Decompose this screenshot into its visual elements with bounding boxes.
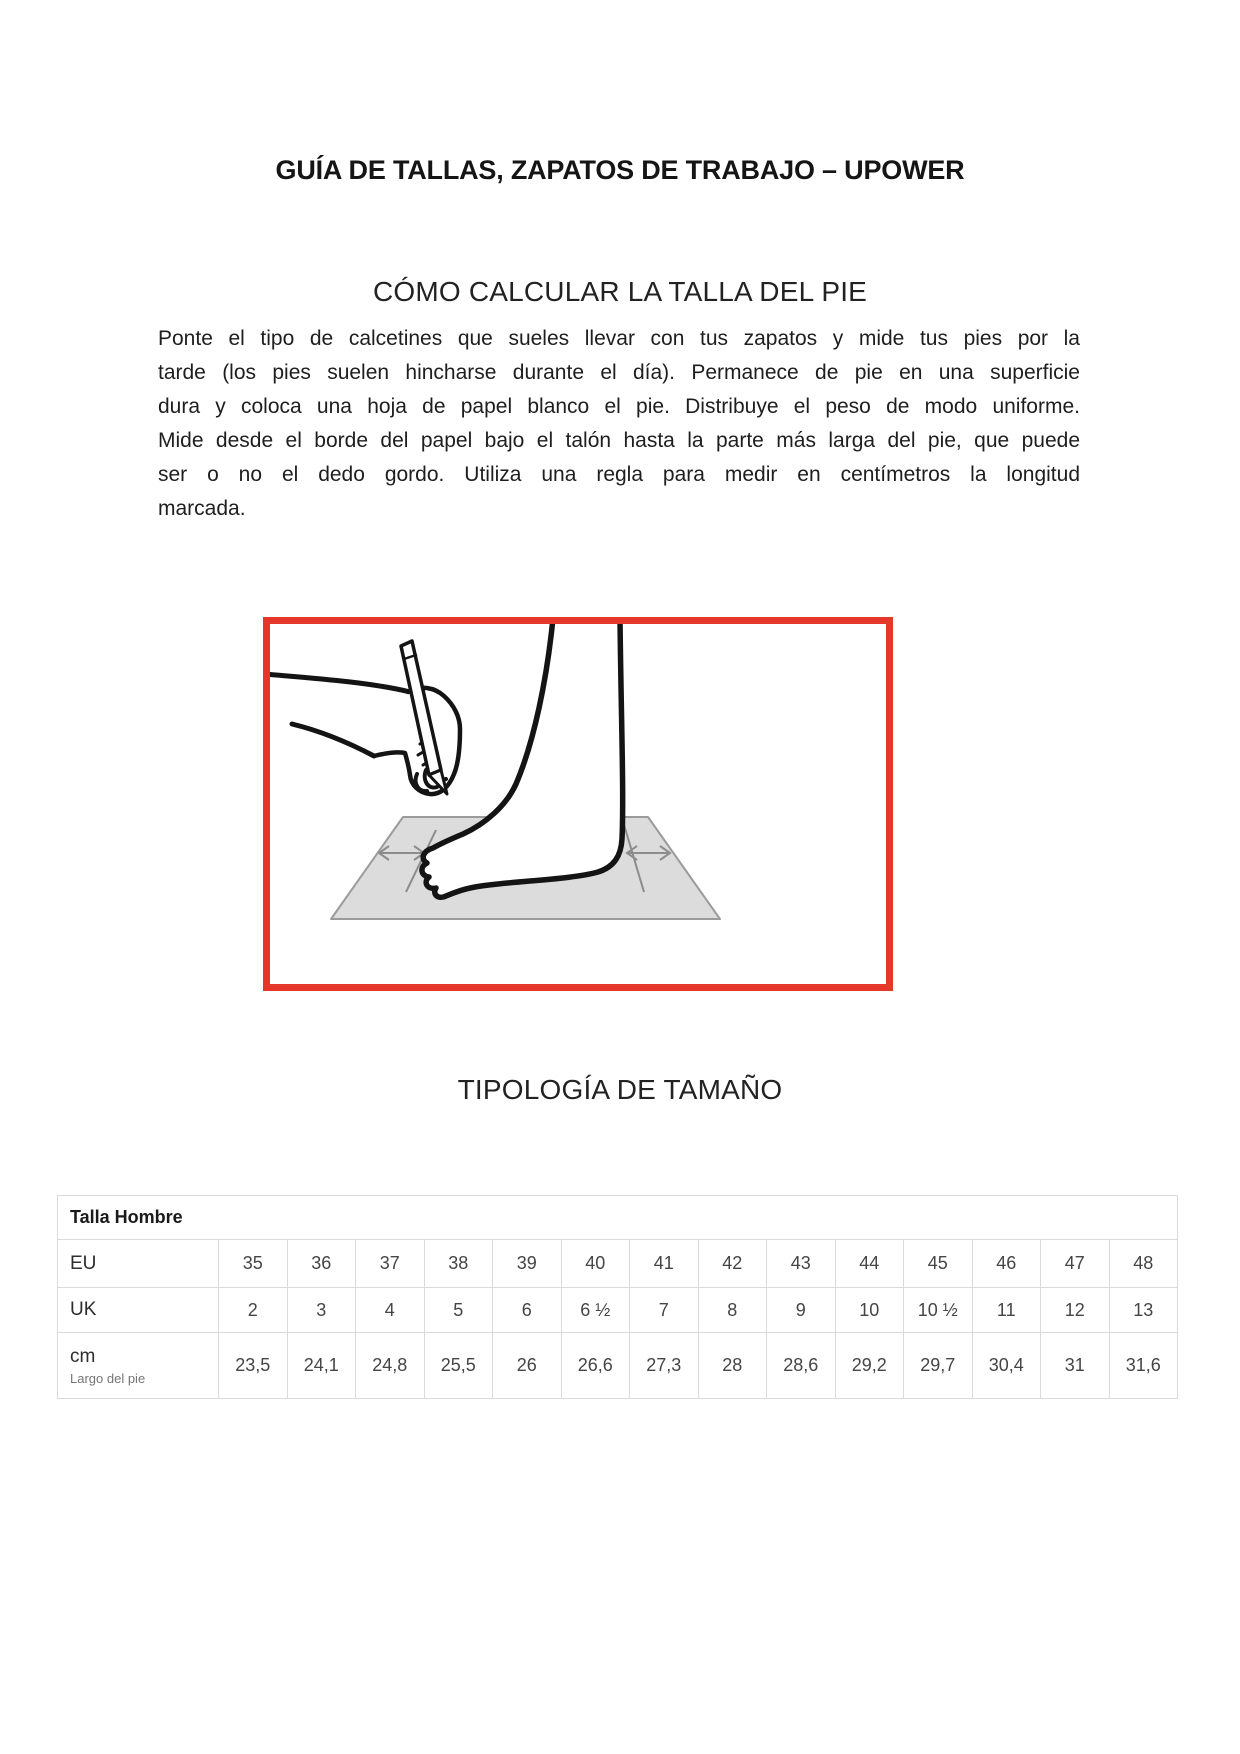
cm-size-cell: 28,6 (767, 1333, 836, 1399)
uk-size-cell: 13 (1109, 1288, 1178, 1333)
uk-size-cell: 4 (356, 1288, 425, 1333)
eu-size-cell: 46 (972, 1240, 1041, 1288)
uk-size-cell: 10 ½ (904, 1288, 973, 1333)
foot-measure-figure (263, 617, 893, 991)
foot-measure-illustration (270, 624, 886, 984)
cm-size-cell: 23,5 (219, 1333, 288, 1399)
eu-size-cell: 39 (493, 1240, 562, 1288)
uk-size-cell: 6 ½ (561, 1288, 630, 1333)
uk-size-cell: 9 (767, 1288, 836, 1333)
eu-size-cell: 38 (424, 1240, 493, 1288)
table-header-label: Talla Hombre (58, 1196, 1178, 1240)
cm-size-cell: 29,2 (835, 1333, 904, 1399)
eu-size-cell: 45 (904, 1240, 973, 1288)
section-heading-como-calcular: CÓMO CALCULAR LA TALLA DEL PIE (372, 276, 868, 307)
paragraph-line: dura y coloca una hoja de papel blanco el pie. Distribuye el peso de modo uniforme. (158, 395, 1080, 418)
size-table-container (57, 1195, 1178, 1399)
row-label-eu: EU (58, 1240, 219, 1288)
table-row-uk (58, 1288, 1178, 1333)
cm-size-cell: 26 (493, 1333, 562, 1399)
size-table (57, 1195, 1178, 1399)
cm-size-cell: 30,4 (972, 1333, 1041, 1399)
uk-size-cell: 5 (424, 1288, 493, 1333)
paragraph-line: marcada. (158, 497, 246, 520)
eu-size-cell: 42 (698, 1240, 767, 1288)
paragraph-line: ser o no el dedo gordo. Utiliza una regla para medir en centímetros la longitud (158, 463, 1080, 486)
uk-size-cell: 12 (1041, 1288, 1110, 1333)
eu-size-cell: 35 (219, 1240, 288, 1288)
eu-size-cell: 41 (630, 1240, 699, 1288)
section-heading-tipologia: TIPOLOGÍA DE TAMAÑO (457, 1074, 783, 1105)
eu-size-cell: 36 (287, 1240, 356, 1288)
paragraph-line: tarde (los pies suelen hincharse durante el día). Permanece de pie en una superficie (158, 361, 1080, 384)
uk-size-cell: 8 (698, 1288, 767, 1333)
cm-size-cell: 31,6 (1109, 1333, 1178, 1399)
eu-size-cell: 43 (767, 1240, 836, 1288)
cm-sublabel: Largo del pie (70, 1370, 146, 1386)
cm-label: cm (70, 1345, 96, 1367)
eu-size-cell: 47 (1041, 1240, 1110, 1288)
row-label-uk: UK (58, 1288, 219, 1333)
eu-size-cell: 37 (356, 1240, 425, 1288)
table-row-eu (58, 1240, 1178, 1288)
uk-size-cell: 11 (972, 1288, 1041, 1333)
uk-size-cell: 3 (287, 1288, 356, 1333)
cm-size-cell: 24,1 (287, 1333, 356, 1399)
cm-size-cell: 29,7 (904, 1333, 973, 1399)
uk-size-cell: 2 (219, 1288, 288, 1333)
table-header-row (58, 1196, 1178, 1240)
instructions-paragraph (158, 322, 1080, 526)
table-row-cm (58, 1333, 1178, 1399)
cm-size-cell: 31 (1041, 1333, 1110, 1399)
row-label-cm (58, 1333, 219, 1399)
paragraph-line: Mide desde el borde del papel bajo el talón hasta la parte más larga del pie, que puede (158, 429, 1080, 452)
eu-size-cell: 40 (561, 1240, 630, 1288)
eu-size-cell: 44 (835, 1240, 904, 1288)
hand-with-pencil (270, 641, 460, 794)
cm-size-cell: 25,5 (424, 1333, 493, 1399)
cm-size-cell: 27,3 (630, 1333, 699, 1399)
page-title: GUÍA DE TALLAS, ZAPATOS DE TRABAJO – UPOWER (275, 155, 965, 185)
cm-size-cell: 28 (698, 1333, 767, 1399)
cm-size-cell: 24,8 (356, 1333, 425, 1399)
eu-size-cell: 48 (1109, 1240, 1178, 1288)
uk-size-cell: 10 (835, 1288, 904, 1333)
uk-size-cell: 6 (493, 1288, 562, 1333)
uk-size-cell: 7 (630, 1288, 699, 1333)
paragraph-line: Ponte el tipo de calcetines que sueles llevar con tus zapatos y mide tus pies por la (158, 327, 1080, 350)
cm-size-cell: 26,6 (561, 1333, 630, 1399)
